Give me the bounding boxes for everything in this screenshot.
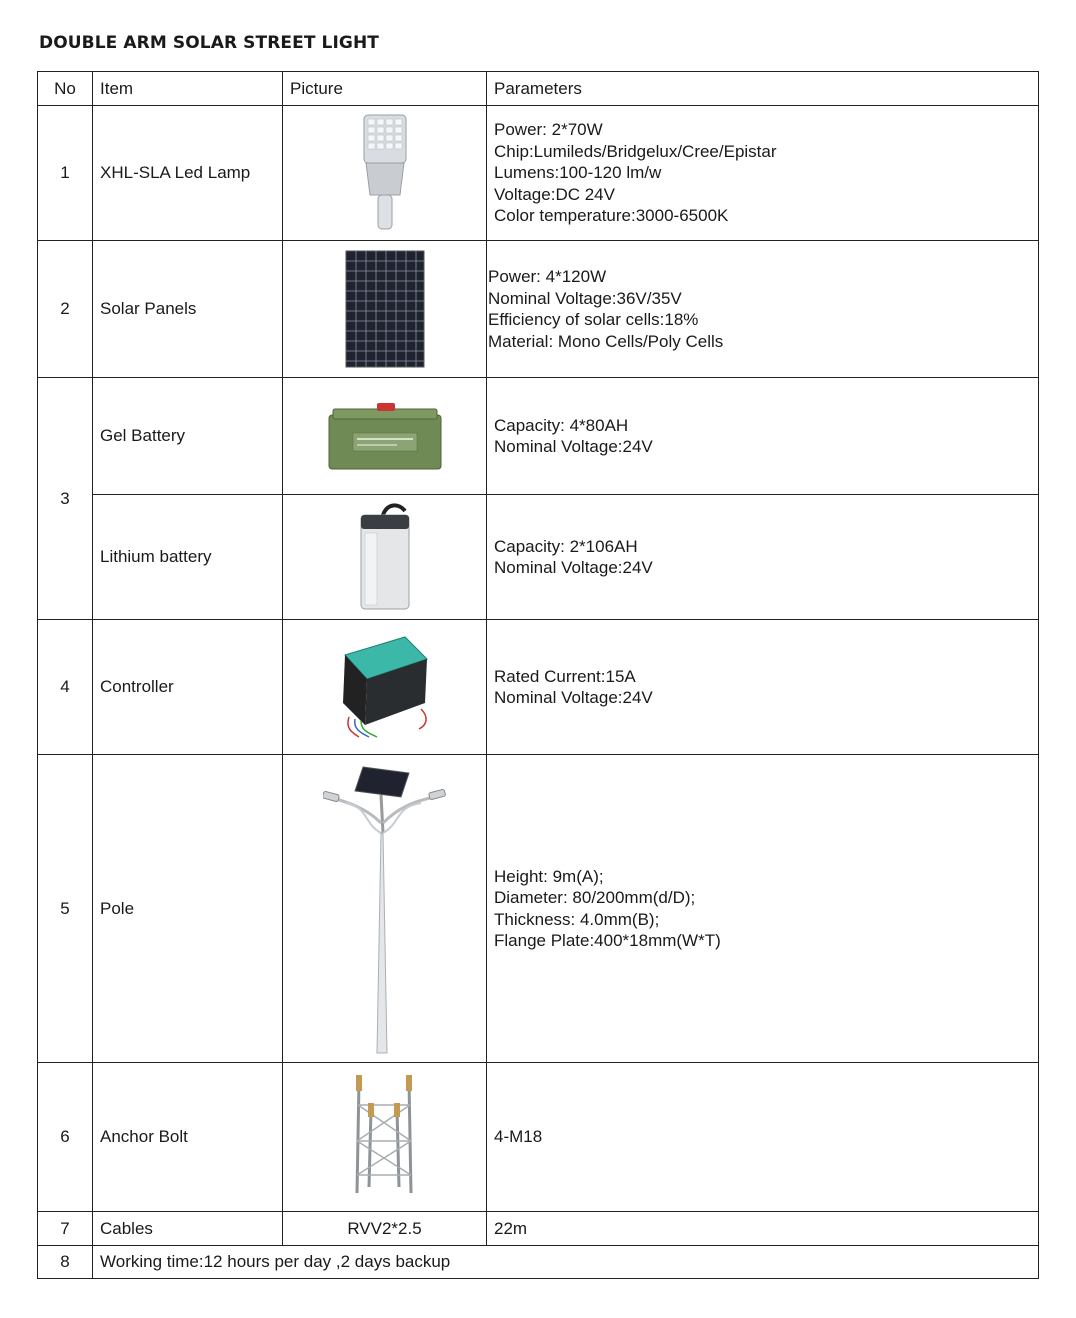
param-line: Color temperature:3000-6500K xyxy=(494,206,729,226)
item-parameters xyxy=(487,755,1039,1063)
row-no: 1 xyxy=(38,106,93,241)
pole-icon xyxy=(323,763,447,1055)
row-no: 2 xyxy=(38,241,93,378)
param-line: Diameter: 80/200mm(d/D); xyxy=(494,888,696,907)
row-no: 4 xyxy=(38,620,93,755)
item-name: Lithium battery xyxy=(93,495,283,620)
row-no: 6 xyxy=(38,1063,93,1212)
table-header-row xyxy=(38,72,1039,106)
item-name: Controller xyxy=(93,620,283,755)
row-no: 3 xyxy=(38,378,93,620)
param-line: Nominal Voltage:24V xyxy=(494,688,653,707)
row-no: 5 xyxy=(38,755,93,1063)
param-line: Nominal Voltage:24V xyxy=(494,558,653,577)
table-row xyxy=(38,755,1039,1063)
param-line: Chip:Lumileds/Bridgelux/Cree/Epistar xyxy=(494,141,777,161)
spec-table xyxy=(37,71,1039,1279)
item-parameters xyxy=(487,378,1039,495)
table-row xyxy=(38,1212,1039,1246)
solar-panel-icon xyxy=(345,250,425,368)
item-name: Pole xyxy=(93,755,283,1063)
item-picture xyxy=(283,106,487,241)
table-row xyxy=(38,620,1039,755)
param-line: Height: 9m(A); xyxy=(494,866,604,886)
param-line: Lumens:100-120 lm/w xyxy=(494,163,662,183)
lithium-battery-icon xyxy=(353,501,417,613)
param-line: Thickness: 4.0mm(B); xyxy=(494,909,660,929)
param-line: Nominal Voltage:24V xyxy=(494,437,653,456)
header-item: Item xyxy=(93,72,283,106)
param-line: Power: 4*120W xyxy=(488,267,607,286)
param-line: 22m xyxy=(494,1218,528,1238)
item-name: XHL-SLA Led Lamp xyxy=(93,106,283,241)
item-parameters xyxy=(487,620,1039,755)
item-picture-text: RVV2*2.5 xyxy=(283,1212,487,1246)
item-picture xyxy=(283,755,487,1063)
param-line: Voltage:DC 24V xyxy=(494,184,615,204)
table-row xyxy=(38,495,1039,620)
param-line: Capacity: 4*80AH xyxy=(494,415,629,435)
item-name: Working time:12 hours per day ,2 days backup xyxy=(93,1246,1039,1279)
table-row xyxy=(38,378,1039,495)
header-picture: Picture xyxy=(283,72,487,106)
item-parameters xyxy=(487,1063,1039,1212)
header-no: No xyxy=(38,72,93,106)
page-title: DOUBLE ARM SOLAR STREET LIGHT xyxy=(39,33,379,53)
item-picture xyxy=(283,620,487,755)
header-parameters: Parameters xyxy=(487,72,1039,106)
param-line: Efficiency of solar cells:18% xyxy=(488,310,699,329)
param-line: Flange Plate:400*18mm(W*T) xyxy=(494,931,721,950)
item-name: Cables xyxy=(93,1212,283,1246)
item-picture xyxy=(283,241,487,378)
table-row xyxy=(38,1063,1039,1212)
anchor-bolt-icon xyxy=(345,1075,425,1199)
row-no: 7 xyxy=(38,1212,93,1246)
led-lamp-icon xyxy=(360,113,410,233)
controller-icon xyxy=(335,633,435,741)
item-picture xyxy=(283,1063,487,1212)
row-no: 8 xyxy=(38,1246,93,1279)
item-parameters xyxy=(487,1212,1039,1246)
param-line: 4-M18 xyxy=(494,1127,543,1147)
param-line: Nominal Voltage:36V/35V xyxy=(488,288,682,308)
param-line: Material: Mono Cells/Poly Cells xyxy=(488,331,724,351)
table-row xyxy=(38,106,1039,241)
gel-battery-icon xyxy=(327,401,443,471)
table-row xyxy=(38,1246,1039,1279)
item-parameters xyxy=(487,495,1039,620)
item-name: Gel Battery xyxy=(93,378,283,495)
item-picture xyxy=(283,495,487,620)
item-parameters xyxy=(487,106,1039,241)
item-name: Anchor Bolt xyxy=(93,1063,283,1212)
table-row xyxy=(38,241,1039,378)
param-line: Rated Current:15A xyxy=(494,666,636,686)
item-parameters xyxy=(487,241,1039,378)
param-line: Power: 2*70W xyxy=(494,120,603,140)
item-name: Solar Panels xyxy=(93,241,283,378)
param-line: Capacity: 2*106AH xyxy=(494,536,638,556)
item-picture xyxy=(283,378,487,495)
